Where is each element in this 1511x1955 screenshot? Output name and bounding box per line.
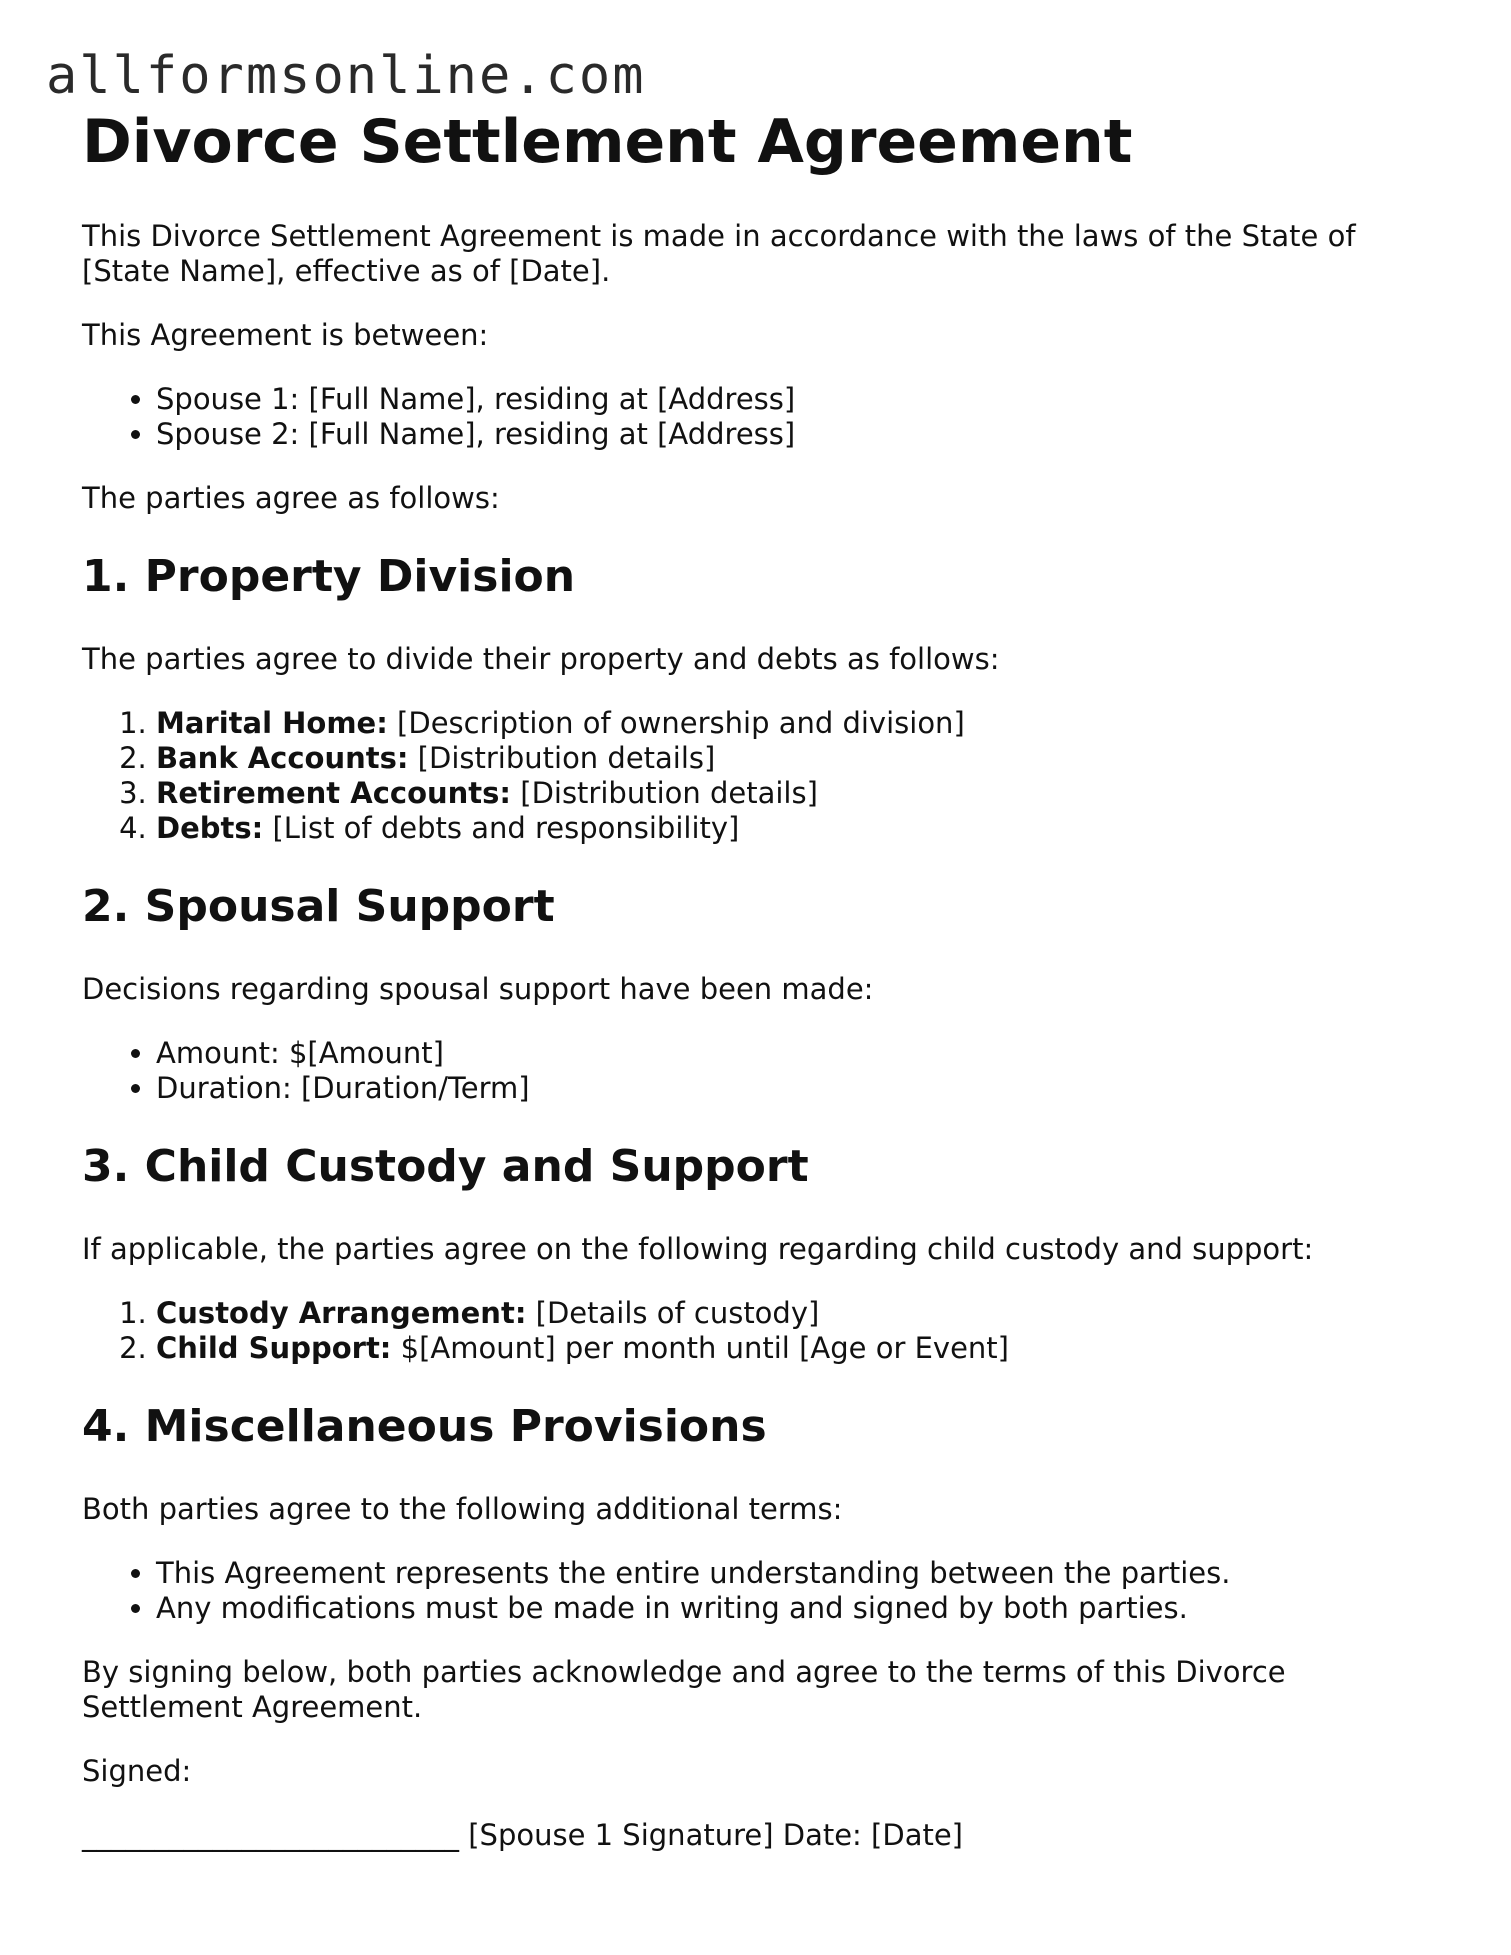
section-heading-property: 1. Property Division <box>82 551 576 602</box>
section-text-property: The parties agree to divide their property and debts as follows: <box>82 642 1000 676</box>
item-text: [Description of ownership and division] <box>387 706 965 740</box>
section-text-spousal-support: Decisions regarding spousal support have been made: <box>82 972 874 1006</box>
item-label: Child Support: <box>156 1331 392 1365</box>
section-heading-spousal-support: 2. Spousal Support <box>82 881 555 932</box>
item-text: [List of debts and responsibility] <box>263 811 740 845</box>
item-label: Custody Arrangement: <box>156 1296 527 1330</box>
list-item <box>156 741 1442 776</box>
list-item: • Any modifications must be made in writing and signed by both parties. <box>156 1591 1442 1626</box>
property-list <box>82 706 1442 846</box>
list-item <box>156 706 1442 741</box>
parties-list <box>82 382 1442 452</box>
item-label: Retirement Accounts: <box>156 776 512 810</box>
item-label: Debts: <box>156 811 264 845</box>
item-text: [Distribution details] <box>511 776 818 810</box>
list-item <box>156 776 1442 811</box>
list-item: • This Agreement represents the entire understanding between the parties. <box>156 1556 1442 1591</box>
between-label: This Agreement is between: <box>82 318 489 352</box>
watermark-text: allformsonline.com <box>46 46 646 106</box>
agree-label: The parties agree as follows: <box>82 481 500 515</box>
child-custody-list <box>82 1296 1442 1366</box>
section-text-miscellaneous: Both parties agree to the following additional terms: <box>82 1492 843 1526</box>
list-item: • Amount: $[Amount] <box>156 1036 1442 1071</box>
intro-paragraph: This Divorce Settlement Agreement is made in accordance with the laws of the State of [State Name], effective as of [Date]. <box>82 219 1356 288</box>
miscellaneous-list <box>82 1556 1442 1626</box>
item-label: Marital Home: <box>156 706 388 740</box>
document-title: Divorce Settlement Agreement <box>82 107 1133 177</box>
item-text: [Details of custody] <box>526 1296 820 1330</box>
section-heading-miscellaneous: 4. Miscellaneous Provisions <box>82 1401 767 1452</box>
list-item: • Spouse 2: [Full Name], residing at [Address] <box>156 417 1442 452</box>
list-item: • Duration: [Duration/Term] <box>156 1071 1442 1106</box>
section-heading-child-custody: 3. Child Custody and Support <box>82 1141 809 1192</box>
closing-paragraph: By signing below, both parties acknowledge and agree to the terms of this Divorce Settlement Agreement. <box>82 1655 1286 1724</box>
item-text: $[Amount] per month until [Age or Event] <box>391 1331 1009 1365</box>
signed-label: Signed: <box>82 1754 192 1788</box>
item-label: Bank Accounts: <box>156 741 409 775</box>
list-item <box>156 1331 1442 1366</box>
list-item <box>156 1296 1442 1331</box>
section-text-child-custody: If applicable, the parties agree on the following regarding child custody and support: <box>82 1232 1314 1266</box>
signature-line-spouse-1: __________________________ [Spouse 1 Signature] Date: [Date] <box>82 1818 963 1852</box>
spousal-support-list <box>82 1036 1442 1106</box>
document-body <box>82 103 1442 1882</box>
list-item: • Spouse 1: [Full Name], residing at [Address] <box>156 382 1442 417</box>
item-text: [Distribution details] <box>408 741 716 775</box>
list-item <box>156 811 1442 846</box>
